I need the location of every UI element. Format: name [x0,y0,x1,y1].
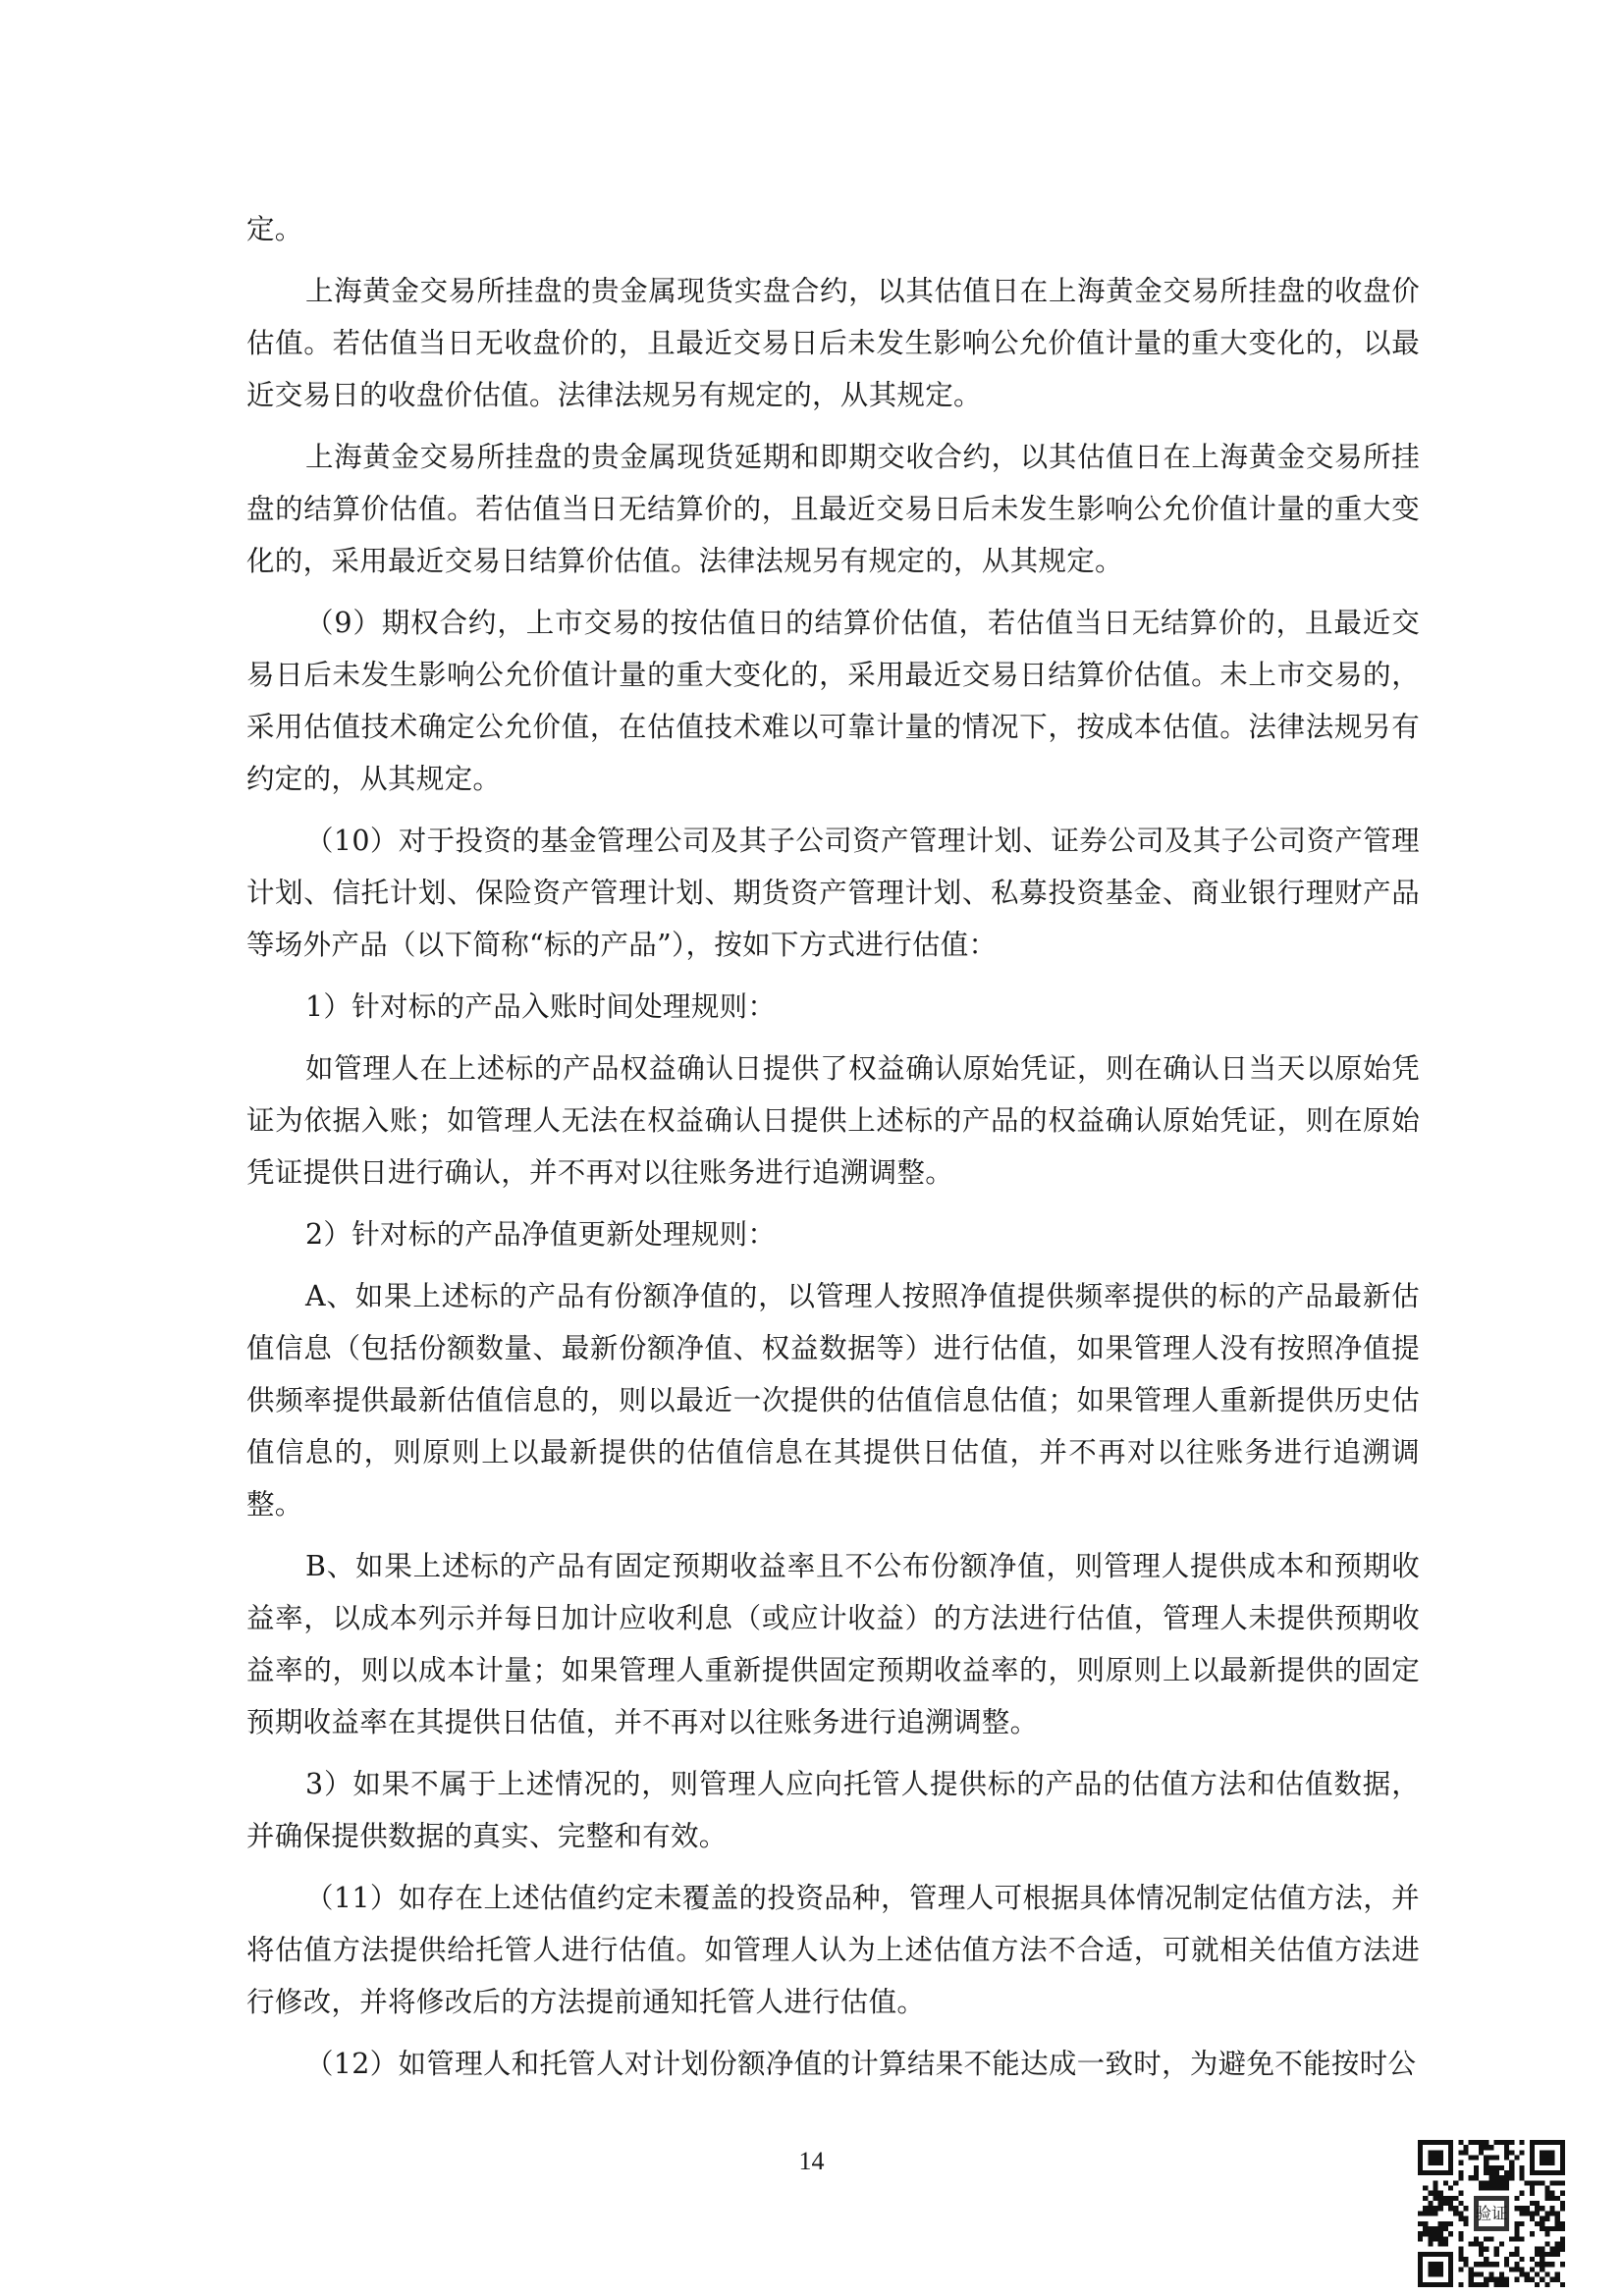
paragraph: （11）如存在上述估值约定未覆盖的投资品种，管理人可根据具体情况制定估值方法，并将估值方法提供给托管人进行估值。如管理人认为上述估值方法不合适，可就相关估值方法进行修改，并将修改后的方法提前通知托管人进行估值。 [246,1882,1420,2018]
page-number: 14 [798,2147,825,2175]
paragraph: 如管理人在上述标的产品权益确认日提供了权益确认原始凭证，则在确认日当天以原始凭证为依据入账；如管理人无法在权益确认日提供上述标的产品的权益确认原始凭证，则在原始凭证提供日进行确认，并不再对以往账务进行追溯调整。 [246,1052,1420,1189]
verification-qr-code-icon [1418,2140,1565,2287]
paragraph: （9）期权合约，上市交易的按估值日的结算价估值，若估值当日无结算价的，且最近交易日后未发生影响公允价值计量的重大变化的，采用最近交易日结算价估值。未上市交易的，采用估值技术确定公允价值，在估值技术难以可靠计量的情况下，按成本估值。法律法规另有约定的，从其规定。 [246,607,1420,795]
paragraph: 上海黄金交易所挂盘的贵金属现货延期和即期交收合约，以其估值日在上海黄金交易所挂盘的结算价估值。若估值当日无结算价的，且最近交易日后未发生影响公允价值计量的重大变化的，采用最近交易日结算价估值。法律法规另有规定的，从其规定。 [246,441,1420,577]
paragraph: （12）如管理人和托管人对计划份额净值的计算结果不能达成一致时，为避免不能按时公 [305,2048,1417,2080]
paragraph: 定。 [246,213,303,245]
paragraph: 3）如果不属于上述情况的，则管理人应向托管人提供标的产品的估值方法和估值数据，并确保提供数据的真实、完整和有效。 [246,1768,1420,1852]
paragraph: 上海黄金交易所挂盘的贵金属现货实盘合约，以其估值日在上海黄金交易所挂盘的收盘价估值。若估值当日无收盘价的，且最近交易日后未发生影响公允价值计量的重大变化的，以最近交易日的收盘价估值。法律法规另有规定的，从其规定。 [246,275,1420,411]
paragraph: B、如果上述标的产品有固定预期收益率且不公布份额净值，则管理人提供成本和预期收益率，以成本列示并每日加计应收利息（或应计收益）的方法进行估值，管理人未提供预期收益率的，则以成本计量；如果管理人重新提供固定预期收益率的，则原则上以最新提供的固定预期收益率在其提供日估值，并不再对以往账务进行追溯调整。 [246,1550,1420,1738]
document-body [246,203,1420,2090]
paragraph: 1）针对标的产品入账时间处理规则： [305,990,777,1023]
paragraph: （10）对于投资的基金管理公司及其子公司资产管理计划、证券公司及其子公司资产管理计划、信托计划、保险资产管理计划、期货资产管理计划、私募投资基金、商业银行理财产品等场外产品（以下简称“标的产品”），按如下方式进行估值： [246,825,1420,961]
paragraph: 2）针对标的产品净值更新处理规则： [305,1218,777,1251]
paragraph: A、如果上述标的产品有份额净值的，以管理人按照净值提供频率提供的标的产品最新估值信息（包括份额数量、最新份额净值、权益数据等）进行估值，如果管理人没有按照净值提供频率提供最新估值信息的，则以最近一次提供的估值信息估值；如果管理人重新提供历史估值信息的，则原则上以最新提供的估值信息在其提供日估值，并不再对以往账务进行追溯调整。 [246,1280,1420,1521]
qr-caption: 验证 [1475,2204,1508,2223]
